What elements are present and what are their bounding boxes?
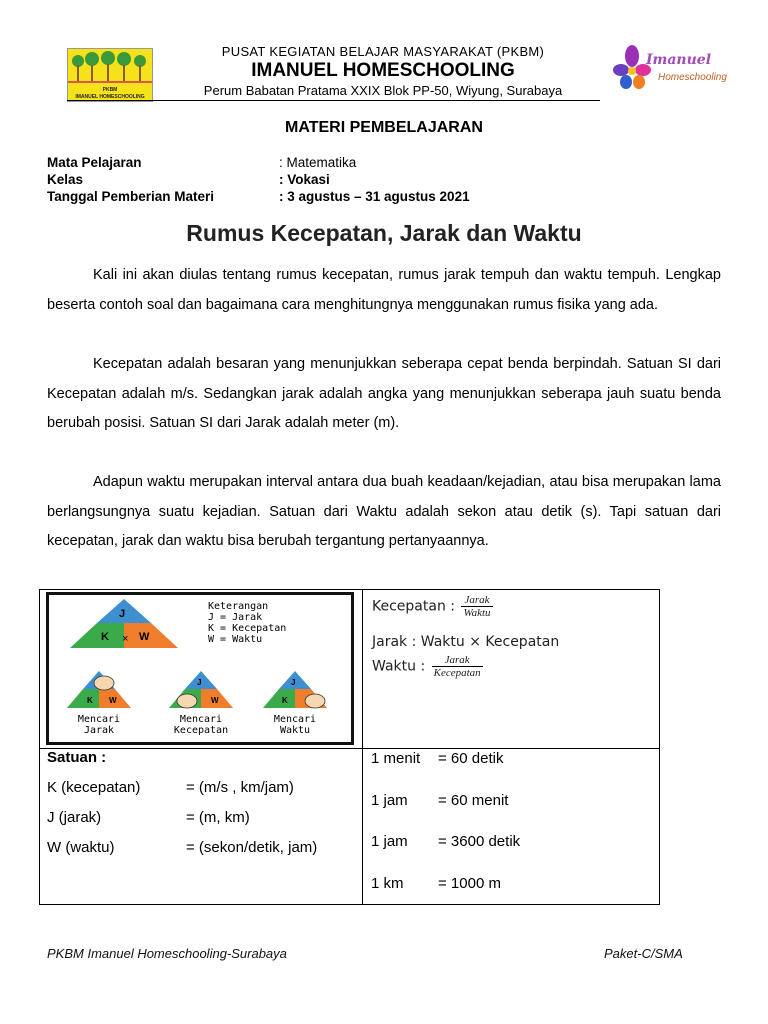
caption-waktu-1: Mencari [273,714,317,725]
rumus-kecepatan-fraction [461,594,492,619]
table-divider-vertical [362,589,363,905]
logo-left-text-2: IMANUEL HOMESCHOOLING [75,94,145,100]
satuan-title: Satuan : [47,749,107,766]
hand-icon-2 [177,694,197,708]
caption-waktu-2: Waktu [279,725,311,736]
caption-kec-1: Mencari [179,714,223,725]
logo-left-text-1: PKBM [102,87,118,93]
paragraph-1-text: Kali ini akan diulas tentang rumus kecepatan, rumus jarak tempuh dan waktu tempuh. Lengkap beserta contoh soal dan bagaimana cara menghitungnya menggunakan rumus fisika yang ada. [47,267,721,313]
rumus-kecepatan [372,594,493,619]
rumus-waktu-num: Jarak [432,654,483,667]
keterangan-w: W = Waktu [208,634,263,645]
konversi-left-3: 1 jam [371,833,408,850]
rumus-waktu-label: Waktu : [372,658,426,675]
tri1-letter-k: K [87,696,93,705]
paragraph-2-text: Kecepatan adalah besaran yang menunjukkan seberapa cepat benda berpindah. Satuan SI dari Kecepatan adalah m/s. Sedangkan jarak adalah angka yang menunjukkan seberapa jauh suatu benda berubah posisi. Satuan SI dari Jarak adalah meter (m). [47,356,721,431]
logo-right-text-1: Imanuel [646,52,712,68]
caption-waktu [259,714,331,736]
satuan-name-w: W (waktu) [47,839,115,856]
meta-value-kelas: : Vokasi [279,172,330,187]
meta-value-tanggal: : 3 agustus – 31 agustus 2021 [279,189,470,204]
meta-value-mapel: : Matematika [279,155,357,170]
konversi-right-4: = 1000 m [438,875,501,892]
caption-jarak-1: Mencari [77,714,121,725]
konversi-right-1: = 60 detik [438,750,504,767]
tri1-left [67,689,99,708]
caption-jarak-2: Jarak [83,725,115,736]
tri3-letter-k: K [282,696,288,705]
paragraph-3 [47,468,721,557]
konversi-left-4: 1 km [371,875,404,892]
konversi-left-2: 1 jam [371,792,408,809]
tri1-letter-w: W [109,696,117,705]
satuan-value-w: = (sekon/detik, jam) [186,839,318,856]
big-triangle-right [124,623,178,648]
rumus-waktu-fraction [432,654,483,679]
big-letter-w: W [139,631,150,643]
tri3-left [263,689,295,708]
satuan-name-j: J (jarak) [47,809,102,826]
keterangan-k: K = Kecepatan [208,623,287,634]
big-triangle-left [70,623,124,648]
rumus-kecepatan-num: Jarak [461,594,492,607]
satuan-name-k: K (kecepatan) [47,779,141,796]
big-letter-k: K [101,631,109,643]
logo-right-text-2: Homeschooling [658,72,727,83]
caption-kecepatan [163,714,239,736]
rumus-waktu [372,654,483,679]
keterangan-block [208,601,286,645]
big-times: × [122,633,129,645]
rumus-kecepatan-den: Waktu [463,607,491,619]
meta-label-mapel: Mata Pelajaran [47,155,142,170]
konversi-right-3: = 3600 detik [438,833,521,850]
big-letter-j: J [119,608,126,620]
org-name: IMANUEL HOMESCHOOLING [251,60,515,81]
footer-left: PKBM Imanuel Homeschooling-Surabaya [47,946,287,961]
paragraph-2 [47,350,721,439]
triangle-diagram [46,592,354,745]
main-title: Rumus Kecepatan, Jarak dan Waktu [186,220,582,246]
rumus-kecepatan-label: Kecepatan : [372,598,455,615]
tri2-letter-j: J [197,678,202,687]
rumus-jarak: Jarak : Waktu × Kecepatan [372,634,560,650]
caption-kec-2: Kecepatan [173,725,229,736]
hand-icon-1 [94,676,114,690]
header-rule [67,100,600,101]
caption-jarak [63,714,135,736]
paragraph-1 [47,261,721,320]
satuan-value-k: = (m/s , km/jam) [186,779,294,796]
tri3-letter-j: J [291,678,296,687]
konversi-right-2: = 60 menit [438,792,509,809]
keterangan-j: J = Jarak [208,612,263,623]
hand-icon-3 [305,694,325,708]
keterangan-title: Keterangan [208,601,269,612]
pkbm-logo [67,48,153,102]
tri2-letter-w: W [211,696,219,705]
org-line: PUSAT KEGIATAN BELAJAR MASYARAKAT (PKBM) [221,44,545,59]
meta-label-kelas: Kelas [47,172,84,187]
meta-label-tanggal: Tanggal Pemberian Materi [47,189,215,204]
footer-right: Paket-C/SMA [604,946,683,961]
paragraph-3-text: Adapun waktu merupakan interval antara dua buah keadaan/kejadian, atau bisa merupakan lama berlangsungnya suatu kejadian. Satuan dari Waktu adalah sekon atau detik (s). Tapi satuan dari kecepatan, jarak dan waktu bisa berubah tergantung pertanyaannya. [47,474,721,549]
address: Perum Babatan Pratama XXIX Blok PP-50, Wiyung, Surabaya [203,83,563,98]
satuan-value-j: = (m, km) [186,809,250,826]
imanuel-logo [612,40,768,110]
doc-title: MATERI PEMBELAJARAN [285,119,483,136]
konversi-left-1: 1 menit [371,750,421,767]
rumus-waktu-den: Kecepatan [433,667,481,679]
table-divider-horizontal [39,748,660,749]
